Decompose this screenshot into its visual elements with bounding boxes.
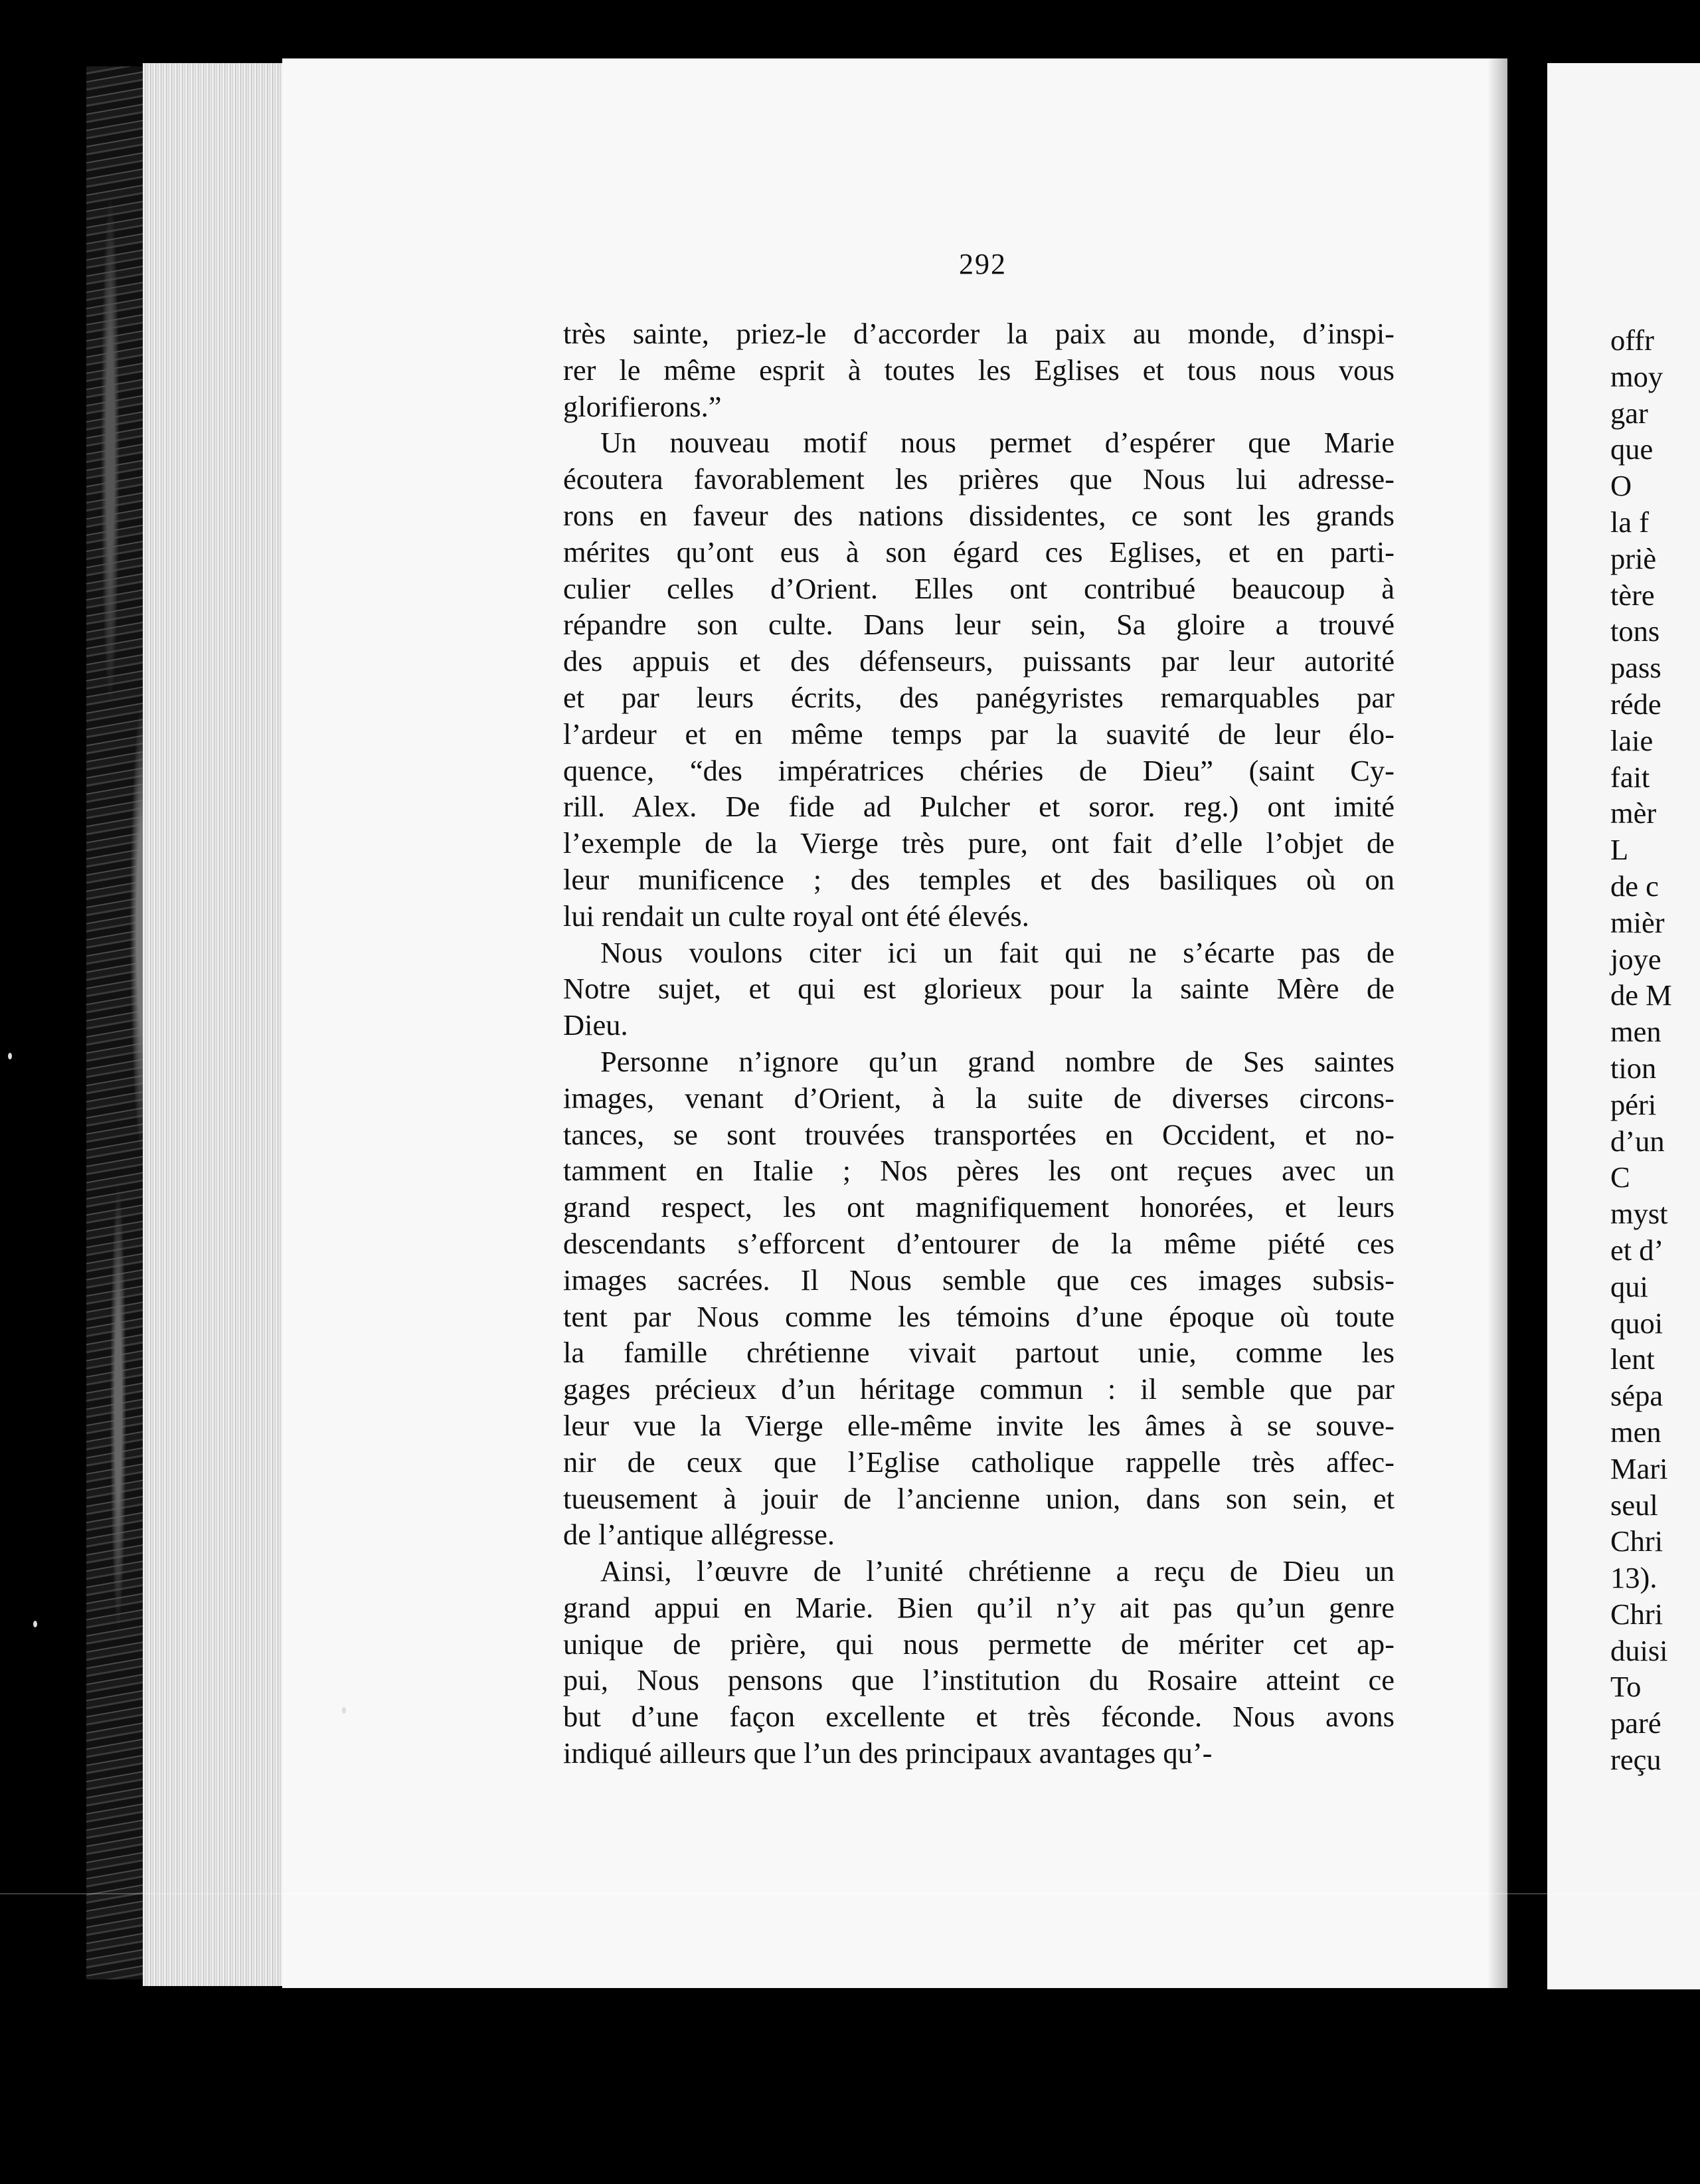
- text-fragment: L: [1610, 833, 1629, 867]
- text-fragment: offr: [1610, 323, 1654, 357]
- text-fragment: de c: [1610, 869, 1659, 903]
- text-fragment: joye: [1610, 942, 1661, 976]
- text-line: pui, Nous pensons que l’institution du Rosaire atteint ce: [563, 1663, 1395, 1697]
- text-fragment: Mari: [1610, 1451, 1668, 1485]
- text-fragment: Chri: [1610, 1524, 1663, 1558]
- text-line: l’exemple de la Vierge très pure, ont fait d’elle l’objet de: [563, 826, 1395, 860]
- text-line: lui rendait un culte royal ont été élevés.: [563, 899, 1029, 933]
- text-fragment: péri: [1610, 1087, 1657, 1121]
- text-fragment: seul: [1610, 1488, 1658, 1522]
- right-page-text-fragments: [1610, 322, 1700, 1778]
- book-gutter: [1507, 58, 1547, 1988]
- text-fragment: tons: [1610, 614, 1660, 648]
- text-line: Un nouveau motif nous permet d’espérer que Marie: [600, 426, 1395, 460]
- text-line: tueusement à jouir de l’ancienne union, dans son sein, et: [563, 1481, 1395, 1515]
- text-line: de l’antique allégresse.: [563, 1518, 835, 1552]
- text-line: rill. Alex. De fide ad Pulcher et soror. reg.) ont imité: [563, 790, 1395, 824]
- text-fragment: que: [1610, 432, 1654, 466]
- text-fragment: O: [1610, 469, 1632, 503]
- text-fragment: qui: [1610, 1269, 1648, 1303]
- text-line: la famille chrétienne vivait partout unie, comme les: [563, 1336, 1395, 1370]
- text-line: Personne n’ignore qu’un grand nombre de Ses saintes: [600, 1044, 1395, 1078]
- text-fragment: pass: [1610, 651, 1661, 685]
- text-fragment: To: [1610, 1670, 1642, 1704]
- text-fragment: Chri: [1610, 1597, 1663, 1631]
- scan-line: [0, 1893, 1700, 1894]
- text-line: gages précieux d’un héritage commun : il semble que par: [563, 1372, 1395, 1406]
- text-fragment: myst: [1610, 1197, 1668, 1231]
- text-fragment: mièr: [1610, 905, 1665, 939]
- scan-speck: [33, 1621, 37, 1627]
- text-line: l’ardeur et en même temps par la suavité de leur élo-: [563, 717, 1395, 751]
- text-line: très sainte, priez-le d’accorder la paix au monde, d’inspi-: [563, 317, 1395, 350]
- text-line: des appuis et des défenseurs, puissants par leur autorité: [563, 644, 1395, 678]
- text-fragment: tère: [1610, 578, 1655, 612]
- text-line: nir de ceux que l’Eglise catholique rappelle très affec-: [563, 1445, 1395, 1479]
- text-fragment: C: [1610, 1160, 1630, 1194]
- text-line: tances, se sont trouvées transportées en Occident, et no-: [563, 1117, 1395, 1151]
- text-line: unique de prière, qui nous permette de mériter cet ap-: [563, 1627, 1395, 1661]
- text-line: Notre sujet, et qui est glorieux pour la sainte Mère de: [563, 972, 1395, 1006]
- text-line: indiqué ailleurs que l’un des principaux avantages qu’-: [563, 1736, 1213, 1770]
- text-line: grand appui en Marie. Bien qu’il n’y ait pas qu’un genre: [563, 1590, 1395, 1624]
- text-fragment: tion: [1610, 1051, 1657, 1085]
- text-line: Nous voulons citer ici un fait qui ne s’écarte pas de: [600, 935, 1395, 969]
- text-line: Dieu.: [563, 1008, 628, 1042]
- scan-speck: [8, 1053, 12, 1059]
- page-number: 292: [959, 248, 1007, 280]
- text-line: mérites qu’ont eus à son égard ces Eglises, et en parti-: [563, 535, 1395, 569]
- text-line: but d’une façon excellente et très féconde. Nous avons: [563, 1700, 1395, 1734]
- text-line: culier celles d’Orient. Elles ont contribué beaucoup à: [563, 571, 1395, 605]
- text-line: leur munificence ; des temples et des basiliques où on: [563, 862, 1395, 896]
- text-line: rons en faveur des nations dissidentes, ce sont les grands: [563, 498, 1395, 532]
- text-line: grand respect, les ont magnifiquement honorées, et leurs: [563, 1190, 1395, 1224]
- text-fragment: duisi: [1610, 1633, 1668, 1667]
- text-line: écoutera favorablement les prières que Nous lui adresse-: [563, 462, 1395, 496]
- text-fragment: sépa: [1610, 1379, 1663, 1413]
- text-line: répandre son culte. Dans leur sein, Sa gloire a trouvé: [563, 608, 1395, 642]
- page-body-text: [563, 316, 1395, 1772]
- page-edges: [143, 63, 299, 1986]
- text-line: tent par Nous comme les témoins d’une époque où toute: [563, 1299, 1395, 1333]
- text-fragment: fait: [1610, 760, 1650, 794]
- text-line: Ainsi, l’œuvre de l’unité chrétienne a reçu de Dieu un: [600, 1554, 1395, 1588]
- text-fragment: priè: [1610, 541, 1657, 575]
- text-fragment: reçu: [1610, 1743, 1661, 1777]
- text-line: et par leurs écrits, des panégyristes remarquables par: [563, 680, 1395, 714]
- text-line: rer le même esprit à toutes les Eglises et tous nous vous: [563, 353, 1395, 387]
- text-fragment: gar: [1610, 396, 1648, 430]
- text-fragment: mèr: [1610, 796, 1657, 830]
- text-line: images, venant d’Orient, à la suite de diverses circons-: [563, 1081, 1395, 1115]
- text-fragment: la f: [1610, 505, 1650, 539]
- text-fragment: lent: [1610, 1342, 1655, 1376]
- text-line: images sacrées. Il Nous semble que ces images subsis-: [563, 1263, 1395, 1297]
- text-fragment: laie: [1610, 723, 1654, 757]
- text-fragment: quoi: [1610, 1306, 1663, 1340]
- text-fragment: de M: [1610, 978, 1672, 1012]
- text-fragment: men: [1610, 1415, 1661, 1449]
- text-line: tamment en Italie ; Nos pères les ont reçues avec un: [563, 1154, 1395, 1188]
- text-line: descendants s’efforcent d’entourer de la même piété ces: [563, 1226, 1395, 1260]
- text-fragment: d’un: [1610, 1124, 1665, 1158]
- text-fragment: paré: [1610, 1706, 1661, 1740]
- text-fragment: réde: [1610, 687, 1661, 721]
- text-fragment: moy: [1610, 359, 1663, 393]
- scan-speck: [342, 1707, 346, 1714]
- text-line: glorifierons.”: [563, 389, 722, 423]
- text-fragment: et d’: [1610, 1233, 1664, 1267]
- text-fragment: men: [1610, 1015, 1661, 1049]
- text-line: leur vue la Vierge elle-même invite les âmes à se souve-: [563, 1408, 1395, 1442]
- text-fragment: 13).: [1610, 1561, 1658, 1595]
- text-line: quence, “des impératrices chéries de Dieu” (saint Cy-: [563, 753, 1395, 787]
